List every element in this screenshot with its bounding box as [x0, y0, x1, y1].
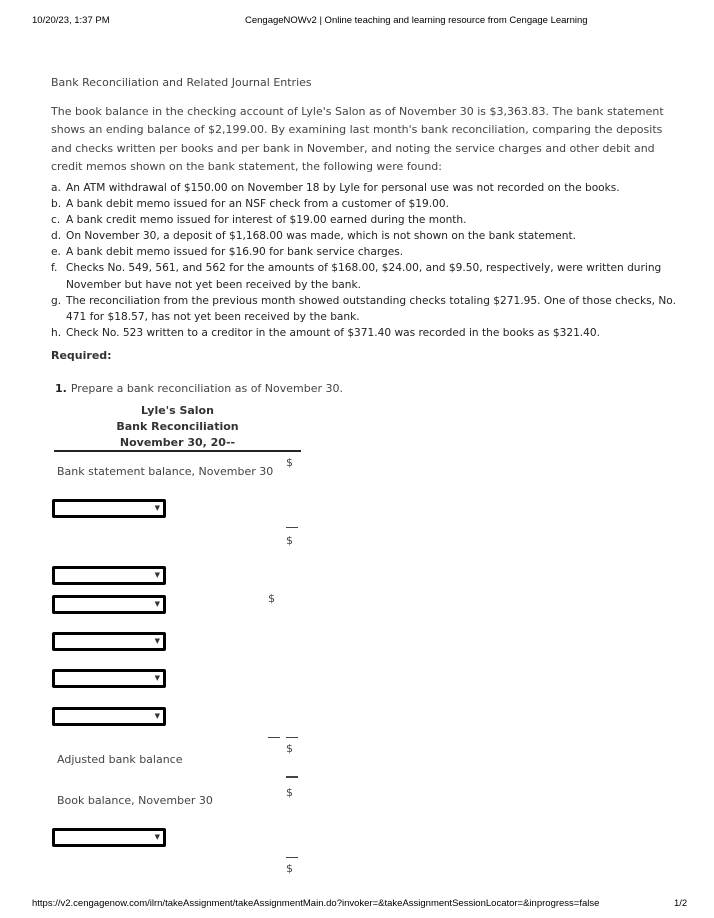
- print-footer-page-number: 1/2: [674, 898, 688, 909]
- dollar-sign: $: [286, 456, 293, 469]
- print-header-date: 10/20/23, 1:37 PM: [32, 15, 110, 26]
- problem-title: Bank Reconciliation and Related Journal Entries: [51, 76, 312, 89]
- list-item: [51, 196, 691, 212]
- dollar-sign: $: [286, 742, 293, 755]
- chevron-down-icon: ▼: [154, 504, 160, 512]
- line-item-select[interactable]: [52, 595, 166, 614]
- item-text: A bank debit memo issued for $16.90 for bank service charges.: [66, 246, 404, 259]
- statement-date: November 30, 20--: [119, 436, 236, 449]
- step-number: 1.: [55, 382, 67, 395]
- dollar-sign: $: [286, 862, 293, 875]
- item-text: On November 30, a deposit of $1,168.00 was made, which is not shown on the bank statement.: [66, 230, 576, 243]
- chevron-down-icon: ▼: [154, 833, 160, 841]
- print-footer-url: https://v2.cengagenow.com/ilrn/takeAssignment/takeAssignmentMain.do?invoker=&takeAssignmentSessionLocator=&inprogress=false: [32, 898, 600, 909]
- line-item-select[interactable]: [52, 566, 166, 585]
- line-item-select[interactable]: [52, 499, 166, 518]
- dollar-sign: $: [268, 592, 275, 605]
- book-balance-label: Book balance, November 30: [57, 794, 213, 807]
- list-item: [51, 180, 691, 196]
- chevron-down-icon: ▼: [154, 571, 160, 579]
- item-text: Check No. 523 written to a creditor in the amount of $371.40 was recorded in the books as $321.40.: [66, 326, 601, 339]
- item-text: An ATM withdrawal of $150.00 on November 18 by Lyle for personal use was not recorded on the books.: [66, 182, 620, 194]
- dollar-sign: $: [286, 786, 293, 799]
- item-letter: b.: [51, 198, 62, 211]
- item-letter: e.: [51, 246, 61, 259]
- list-item: [51, 244, 691, 260]
- item-letter: d.: [51, 230, 62, 243]
- item-text: Checks No. 549, 561, and 562 for the amounts of $168.00, $24.00, and $9.50, respectively, were written during November but have not yet been received by the bank.: [66, 262, 662, 291]
- bank-statement-balance-label: Bank statement balance, November 30: [57, 465, 274, 478]
- chevron-down-icon: ▼: [154, 712, 160, 720]
- chevron-down-icon: ▼: [154, 600, 160, 608]
- line-item-select[interactable]: [52, 707, 166, 726]
- list-item: [51, 212, 691, 228]
- item-letter: h.: [51, 326, 62, 339]
- item-letter: f.: [51, 262, 58, 275]
- item-text: A bank credit memo issued for interest of $19.00 earned during the month.: [66, 214, 467, 227]
- subtotal-rule: [286, 737, 298, 738]
- dollar-sign: $: [286, 534, 293, 547]
- subtotal-rule: [268, 737, 280, 738]
- double-total-rule: [286, 776, 298, 778]
- print-header-title: CengageNOWv2 | Online teaching and learning resource from Cengage Learning: [245, 15, 588, 26]
- subtotal-rule: [286, 527, 298, 528]
- findings-list: [51, 180, 691, 341]
- item-letter: c.: [51, 214, 61, 227]
- heading-rule: [54, 450, 301, 452]
- subtotal-rule: [286, 857, 298, 858]
- line-item-select[interactable]: [52, 828, 166, 847]
- chevron-down-icon: ▼: [154, 637, 160, 645]
- chevron-down-icon: ▼: [154, 674, 160, 682]
- adjusted-bank-balance-label: Adjusted bank balance: [57, 753, 183, 766]
- list-item: [51, 293, 691, 325]
- problem-intro: The book balance in the checking account of Lyle's Salon as of November 30 is $3,363.83. The bank statement shows an ending balance of $2,199.00. By examining last month's bank reconciliation, comparing the deposits and checks written per books and per bank in November, and noting the service charges and other debit and credit memos shown on the bank statement, the following were found:: [51, 105, 664, 174]
- company-name: Lyle's Salon: [141, 404, 214, 417]
- list-item: [51, 260, 691, 292]
- item-letter: g.: [51, 294, 62, 307]
- line-item-select[interactable]: [52, 669, 166, 688]
- list-item: [51, 228, 691, 244]
- statement-name: Bank Reconciliation: [116, 420, 239, 433]
- item-text: A bank debit memo issued for an NSF check from a customer of $19.00.: [66, 198, 449, 211]
- item-letter: a.: [51, 182, 61, 194]
- step-text: Prepare a bank reconciliation as of November 30.: [70, 382, 344, 395]
- step-instruction: [55, 382, 343, 395]
- required-label: Required:: [51, 349, 112, 362]
- line-item-select[interactable]: [52, 632, 166, 651]
- list-item: [51, 325, 691, 341]
- item-text: The reconciliation from the previous month showed outstanding checks totaling $271.95. One of those checks, No. 471 for $18.57, has not yet been received by the bank.: [66, 294, 676, 323]
